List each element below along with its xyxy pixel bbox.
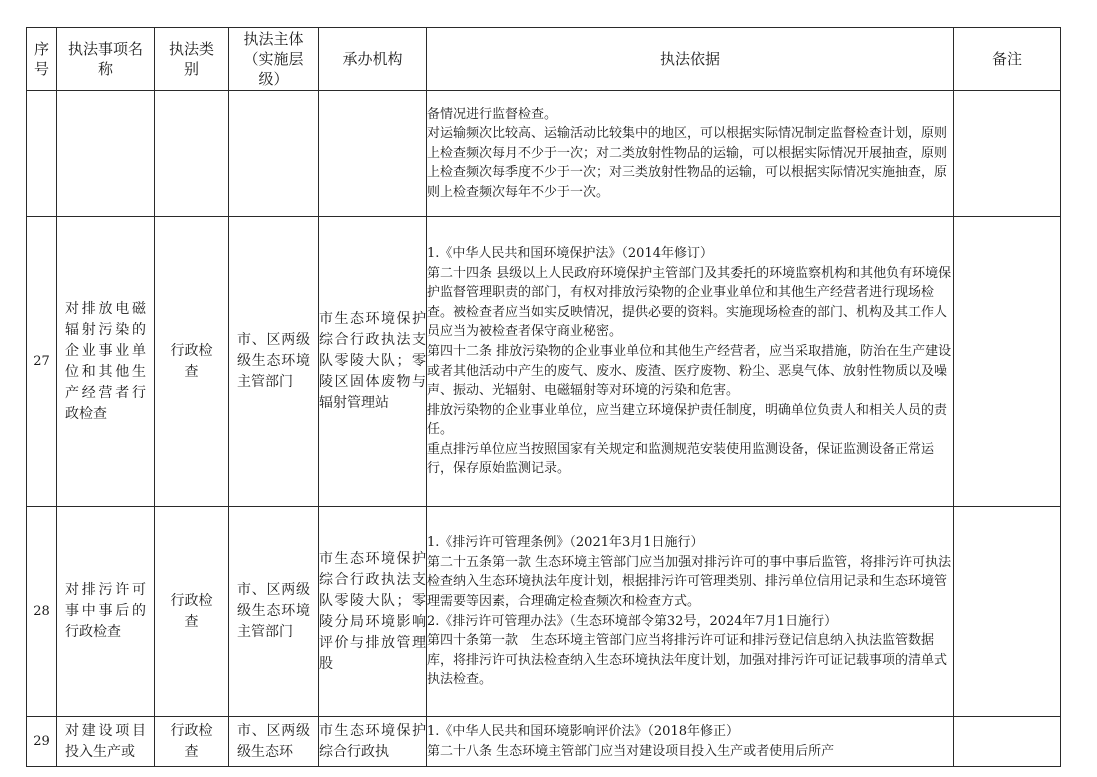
cell-remark [954, 717, 1061, 767]
cell-org [319, 91, 427, 217]
basis-line: 第二十八条 生态环境主管部门应当对建设项目投入生产或者使用后所产 [427, 743, 835, 759]
cell-basis [427, 217, 954, 507]
basis-line: 排放污染物的企业事业单位，应当建立环境保护责任制度，明确单位负责人和相关人员的责任。 [427, 402, 948, 438]
header-org: 承办机构 [319, 28, 427, 91]
cell-org: 市生态环境保护综合行政执法支队零陵大队；零陵区固体废物与辐射管理站 [319, 217, 427, 507]
cell-seq: 29 [27, 717, 57, 767]
cell-basis [427, 507, 954, 717]
cell-subject: 市、区两级级生态环境主管部门 [229, 217, 319, 507]
header-remark: 备注 [954, 28, 1061, 91]
cell-subject [229, 91, 319, 217]
cell-remark [954, 91, 1061, 217]
basis-line: 第二十四条 县级以上人民政府环境保护主管部门及其委托的环境监察机构和其他负有环境保护监督管理职责的部门，有权对排放污染物的企业事业单位和其他生产经营者进行现场检查。被检查者应当如实反映情况，提供必要的资料。实施现场检查的部门、机构及其工作人员应当为被检查者保守商业秘密。 [427, 265, 952, 340]
cell-type [155, 91, 229, 217]
cell-name: 对建设项目投入生产或 [57, 717, 155, 767]
basis-line: 第四十二条 排放污染物的企业事业单位和其他生产经营者，应当采取措施，防治在生产建设或者其他活动中产生的废气、废水、废渣、医疗废物、粉尘、恶臭气体、放射性物质以及噪声、振动、光辐射、电磁辐射等对环境的污染和危害。 [427, 343, 952, 399]
cell-seq: 28 [27, 507, 57, 717]
cell-org: 市生态环境保护综合行政执 [319, 717, 427, 767]
table-row [27, 217, 1061, 507]
table-row [27, 507, 1061, 717]
cell-name [57, 91, 155, 217]
header-row [27, 28, 1061, 91]
basis-line: 1.《中华人民共和国环境保护法》（2014年修订） [427, 245, 713, 261]
basis-line: 1.《中华人民共和国环境影响评价法》（2018年修正） [427, 723, 739, 739]
cell-remark [954, 507, 1061, 717]
cell-basis [427, 717, 954, 767]
table-row [27, 91, 1061, 217]
cell-name: 对排放电磁辐射污染的企业事业单位和其他生产经营者行政检查 [57, 217, 155, 507]
basis-line: 2.《排污许可管理办法》（生态环境部令第32号，2024年7月1日施行） [427, 613, 838, 629]
cell-type: 行政检查 [155, 217, 229, 507]
header-name: 执法事项名称 [57, 28, 155, 91]
basis-line: 重点排污单位应当按照国家有关规定和监测规范安装使用监测设备，保证监测设备正常运行，保存原始监测记录。 [427, 441, 935, 477]
cell-type: 行政检查 [155, 507, 229, 717]
basis-line: 备情况进行监督检查。 [427, 106, 558, 122]
header-basis: 执法依据 [427, 28, 954, 91]
cell-name: 对排污许可事中事后的行政检查 [57, 507, 155, 717]
cell-type: 行政检查 [155, 717, 229, 767]
cell-subject: 市、区两级级生态环 [229, 717, 319, 767]
cell-seq: 27 [27, 217, 57, 507]
cell-seq [27, 91, 57, 217]
basis-line: 第二十五条第一款 生态环境主管部门应当加强对排污许可的事中事后监管，将排污许可执法检查纳入生态环境执法年度计划，根据排污许可管理类别、排污单位信用记录和生态环境管理需要等因素，合理确定检查频次和检查方式。 [427, 554, 952, 609]
basis-line: 对运输频次比较高、运输活动比较集中的地区，可以根据实际情况制定监督检查计划，原则上检查频次每月不少于一次；对二类放射性物品的运输，可以根据实际情况开展抽查，原则上检查频次每季度不少于一次；对三类放射性物品的运输，可以根据实际情况实施抽查，原则上检查频次每年不少于一次。 [427, 126, 948, 200]
table-row [27, 717, 1061, 767]
header-subject: 执法主体（实施层级） [229, 28, 319, 91]
enforcement-table [26, 27, 1061, 767]
header-seq: 序号 [27, 28, 57, 91]
cell-remark [954, 217, 1061, 507]
basis-line: 1.《排污许可管理条例》（2021年3月1日施行） [427, 535, 704, 551]
cell-org: 市生态环境保护综合行政执法支队零陵大队；零陵分局环境影响评价与排放管理股 [319, 507, 427, 717]
header-type: 执法类别 [155, 28, 229, 91]
cell-basis [427, 91, 954, 217]
cell-subject: 市、区两级级生态环境主管部门 [229, 507, 319, 717]
basis-line: 第四十条第一款 生态环境主管部门应当将排污许可证和排污登记信息纳入执法监管数据库，将排污许可执法检查纳入生态环境执法年度计划，加强对排污许可证记载事项的清单式执法检查。 [427, 633, 948, 688]
